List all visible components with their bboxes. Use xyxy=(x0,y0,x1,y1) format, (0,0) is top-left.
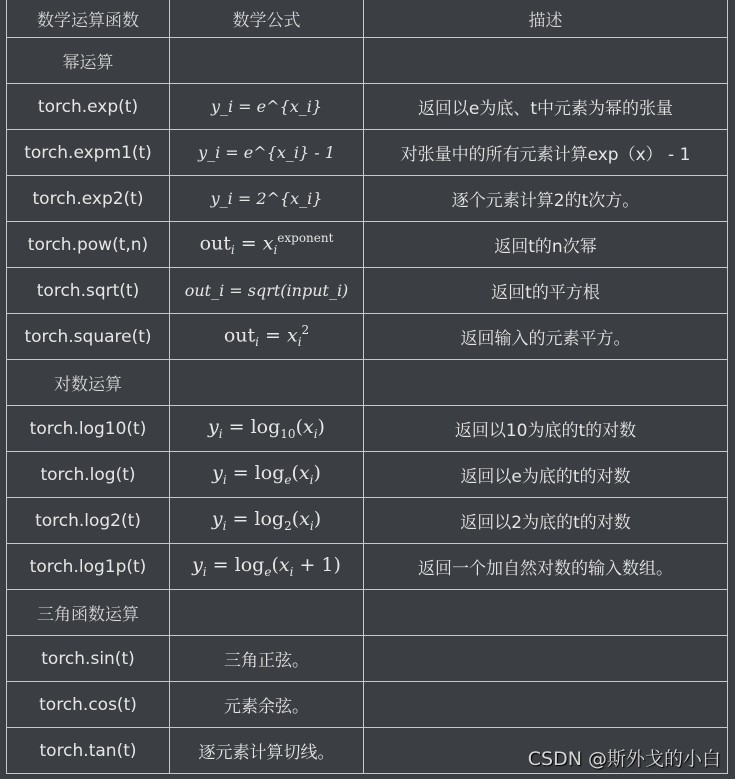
header-formula: 数学公式 xyxy=(170,0,364,38)
table-row xyxy=(7,268,728,314)
table-header-row xyxy=(7,0,728,38)
formula-cell: $y_i = \log_e(x_i + 1)$ xyxy=(170,544,364,590)
function-cell: torch.log1p(t) xyxy=(7,544,170,590)
watermark: CSDN @斯外戈的小白 xyxy=(527,748,721,770)
function-cell: torch.pow(t,n) xyxy=(7,222,170,268)
function-cell: torch.exp2(t) xyxy=(7,176,170,222)
function-cell: torch.square(t) xyxy=(7,314,170,360)
table-row xyxy=(7,452,728,498)
category-label: 幂运算 xyxy=(7,38,170,84)
header-function: 数学运算函数 xyxy=(7,0,170,38)
function-cell: torch.tan(t) xyxy=(7,728,170,774)
empty-cell xyxy=(364,590,728,636)
empty-cell xyxy=(364,682,728,728)
formula-cell: 元素余弦。 xyxy=(170,682,364,728)
table-row xyxy=(7,314,728,360)
empty-cell xyxy=(364,360,728,406)
formula-cell: y_i = e^{x_i} - 1 xyxy=(170,130,364,176)
table-row xyxy=(7,176,728,222)
description-cell: 返回以e为底、t中元素为幂的张量 xyxy=(364,84,728,130)
function-cell: torch.log2(t) xyxy=(7,498,170,544)
formula-cell: $y_i = \log_{10}(x_i)$ xyxy=(170,406,364,452)
empty-cell xyxy=(170,590,364,636)
function-cell: torch.expm1(t) xyxy=(7,130,170,176)
formula-cell: y_i = 2^{x_i} xyxy=(170,176,364,222)
description-cell: 返回以10为底的t的对数 xyxy=(364,406,728,452)
table-row xyxy=(7,544,728,590)
function-cell: torch.log(t) xyxy=(7,452,170,498)
function-cell: torch.sin(t) xyxy=(7,636,170,682)
category-row xyxy=(7,38,728,84)
empty-cell xyxy=(170,360,364,406)
formula-cell: out_i = sqrt(input_i) xyxy=(170,268,364,314)
function-cell: torch.sqrt(t) xyxy=(7,268,170,314)
description-cell: 返回以2为底的t的对数 xyxy=(364,498,728,544)
torch-math-table xyxy=(6,0,728,774)
formula-cell: $y_i = \log_2(x_i)$ xyxy=(170,498,364,544)
function-cell: torch.cos(t) xyxy=(7,682,170,728)
table-row xyxy=(7,682,728,728)
description-cell: 逐个元素计算2的t次方。 xyxy=(364,176,728,222)
table-row xyxy=(7,222,728,268)
description-cell: 返回输入的元素平方。 xyxy=(364,314,728,360)
formula-cell: $y_i = \log_e(x_i)$ xyxy=(170,452,364,498)
table-row xyxy=(7,130,728,176)
description-cell: 对张量中的所有元素计算exp（x） - 1 xyxy=(364,130,728,176)
category-label: 对数运算 xyxy=(7,360,170,406)
description-cell: 返回一个加自然对数的输入数组。 xyxy=(364,544,728,590)
table-row xyxy=(7,636,728,682)
empty-cell xyxy=(170,38,364,84)
formula-cell: 三角正弦。 xyxy=(170,636,364,682)
formula-cell: $out_i = x_i^{exponent}$ xyxy=(170,222,364,268)
formula-cell: y_i = e^{x_i} xyxy=(170,84,364,130)
category-label: 三角函数运算 xyxy=(7,590,170,636)
empty-cell xyxy=(364,636,728,682)
empty-cell xyxy=(364,38,728,84)
table-row xyxy=(7,84,728,130)
description-cell: 返回t的平方根 xyxy=(364,268,728,314)
description-cell: 返回以e为底的t的对数 xyxy=(364,452,728,498)
description-cell: 返回t的n次幂 xyxy=(364,222,728,268)
category-row xyxy=(7,360,728,406)
formula-cell: $out_i = x_i^2$ xyxy=(170,314,364,360)
table-row xyxy=(7,498,728,544)
function-cell: torch.exp(t) xyxy=(7,84,170,130)
formula-cell: 逐元素计算切线。 xyxy=(170,728,364,774)
function-cell: torch.log10(t) xyxy=(7,406,170,452)
category-row xyxy=(7,590,728,636)
header-description: 描述 xyxy=(364,0,728,38)
table-row xyxy=(7,406,728,452)
